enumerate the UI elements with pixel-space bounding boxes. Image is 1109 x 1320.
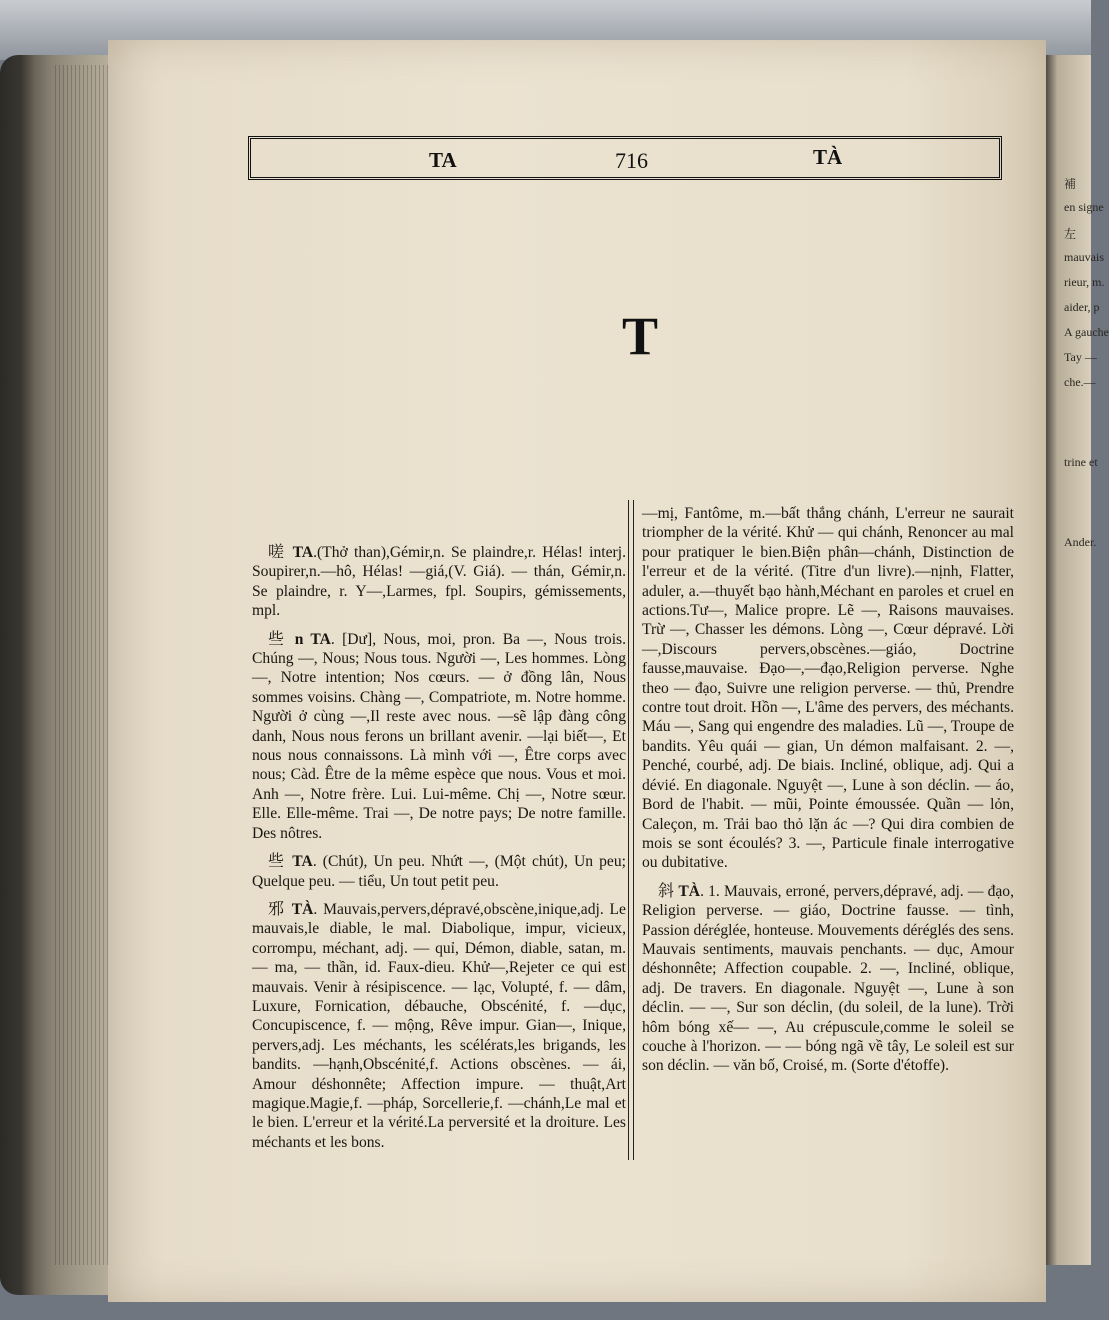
next-page-fragment: Ander. — [1064, 535, 1097, 549]
running-header — [248, 136, 1002, 180]
left-column — [252, 542, 626, 1160]
page-edge-lines — [55, 65, 115, 1265]
next-page-fragment: che.— — [1064, 375, 1096, 389]
header-right-word: TÀ — [813, 145, 843, 169]
next-page-strip — [1046, 55, 1109, 1265]
entry-definition: . (Chút), Un peu. Nhứt —, (Một chút), Un peu; Quelque peu. — tiểu, Un tout petit peu. — [252, 853, 626, 890]
page-number: 716 — [615, 148, 648, 173]
column-divider — [628, 500, 634, 1160]
entry-definition: . [Dư], Nous, moi, pron. Ba —, Nous trois. Chúng —, Nous; Nous tous. Người —, Les hommes. Lòng —, Notre intention; Nos cœurs. — ở đồng lân, Nous sommes voisins. Chàng —, Compatriote, m. Notre homme. Người ở cùng —,Il reste avec nous. —sẽ lập đàng công danh, Nous nous ferons un brillant avenir. —lại biết—, Et nous nous connaissons. Là mình với —, Être corps avec nous; Càd. Être de la même espèce que nous. Vous et moi. Anh —, Notre frère. Lui. Lui-même. Chị —, Notre sœur. Elle. Elle-même. Trai —, De notre pays; De notre famille. Des nôtres. — [252, 630, 626, 842]
next-page-fragment: 左 — [1064, 227, 1077, 241]
next-page-fragment: mauvais — [1064, 250, 1104, 264]
dictionary-entry — [252, 851, 626, 891]
dictionary-entry — [642, 881, 1014, 1076]
next-page-fragment: rieur, m. — [1064, 275, 1105, 289]
han-character: 些 — [268, 628, 288, 648]
next-page-fragment: A gauche — [1064, 325, 1109, 339]
header-left-word: TA — [429, 148, 457, 172]
headword: TÀ — [291, 900, 314, 918]
next-page-fragment: trine et — [1064, 455, 1098, 469]
headword: n TA — [294, 630, 331, 648]
headword: TÀ — [678, 882, 701, 900]
dictionary-entry-continued — [642, 504, 1014, 873]
entry-definition: . Mauvais,pervers,dépravé,obscène,inique,adj. Le mauvais,le diable, le mal. Diabolique, impur, vicieux, corrompu, méchant, adj. — quỉ, Démon, diable, satan, m. — ma, — thần, id. Faux-dieu. Khử—,Rejeter ce qui est mauvais. Venir à résipiscence. — lạc, Volupté, f. — dâm, Luxure, Fornication, débauche, Obscénité, f. —dục, Concupiscence, f. — mộng, Rêve impur. Gian—, Inique, pervers,adj. Les méchants, les scélérats,les brigands, les bandits. —hạnh,Obscénité,f. Actions obscènes. — ái, Amour déshonnête; Affection impure. — thuật,Art magique.Magie,f. —pháp, Sorcellerie,f. —chánh,Le mal et le bien. L'erreur et la vérité.La perversité et la droiture. Les méchants et les bons. — [252, 900, 626, 1151]
dictionary-entry — [252, 542, 626, 621]
section-letter: T — [622, 306, 659, 366]
next-page-fragment: aider, p — [1064, 300, 1100, 314]
next-page-fragment: Tay — — [1064, 350, 1097, 364]
book-page-edges — [0, 55, 118, 1295]
next-page-fragment: en signe — [1064, 200, 1104, 214]
entry-definition: . 1. Mauvais, erroné, pervers,dépravé, adj. — đạo, Religion perverse. — giáo, Doctrine fausse. — tình, Passion déréglée, honteuse. Mouvements déréglés des sens. Mauvais sentiments, mauvais penchants. — dục, Amour déshonnête; Affection coupable. 2. —, Incliné, oblique, adj. De travers. En diagonale. Nguyệt —, Lune à son déclin. — —, Sur son déclin, (du soleil, de la lune). Trời hôm bóng xế— —, Au crépuscule,comme le soleil se couche à l'horizon. — — bóng ngã về tây, Le soleil est sur son déclin. — văn bố, Croisé, m. (Sorte d'étoffe). — [642, 882, 1014, 1075]
han-character: 斜 — [658, 880, 675, 900]
headword: TA — [292, 853, 313, 871]
entry-definition: .(Thở than),Gémir,n. Se plaindre,r. Hélas! interj. Soupirer,n.—hô, Hélas! —giá,(V. Giá). — thán, Gémir,n. Se plaindre, r. Y—,Larmes, fpl. Soupirs, gémissements, mpl. — [252, 544, 626, 620]
han-character: 些 — [268, 851, 287, 871]
dictionary-entry — [252, 629, 626, 843]
right-column — [642, 504, 1014, 1084]
han-character: 邪 — [268, 898, 286, 918]
entry-definition: —mị, Fantôme, m.—bất thắng chánh, L'erreur ne saurait triompher de la vérité. Khử — qui chánh, Renoncer au mal pour pratiquer le bien.Biện phân—chánh, Distinction de l'erreur et de la vérité. (Titre d'un livre).—nịnh, Flatter, aduler, a.—thuyết bạo hành,Méchant en paroles et cruel en actions.Tư—, Malice propre. Lẽ —, Raisons mauvaises. Trừ —, Chasser les démons. Lòng —, Cœur dépravé. Lời —,Discours pervers,obscènes.—giáo, Doctrine fausse,mauvaise. Đạo—,—đạo,Religion perverse. Nghe theo — đạo, Suivre une religion perverse. — thủ, Prendre contre tout droit. Hồn —, L'âme des pervers, des méchants. Máu —, Sang qui engendre des maladies. Lũ —, Troupe de bandits. Yêu quái — gian, Un démon malfaisant. 2. —, Penché, courbé, adj. De biais. Incliné, oblique, adj. Qui a dévié. En diagonale. Nguyệt —, Lune à son déclin. — áo, Bord de l'habit. — mũi, Pointe émoussée. Quần — lỏn, Caleçon, m. Trải bao thỏ lặn ác —? Qui dira combien de mois se sont écoulés? 3. —, Particule finale interrogative ou dubitative. — [642, 505, 1014, 872]
han-character: 嗟 — [268, 542, 287, 561]
headword: TA — [292, 544, 314, 561]
dictionary-entry — [252, 899, 626, 1152]
next-page-fragment: 補 — [1064, 177, 1077, 191]
